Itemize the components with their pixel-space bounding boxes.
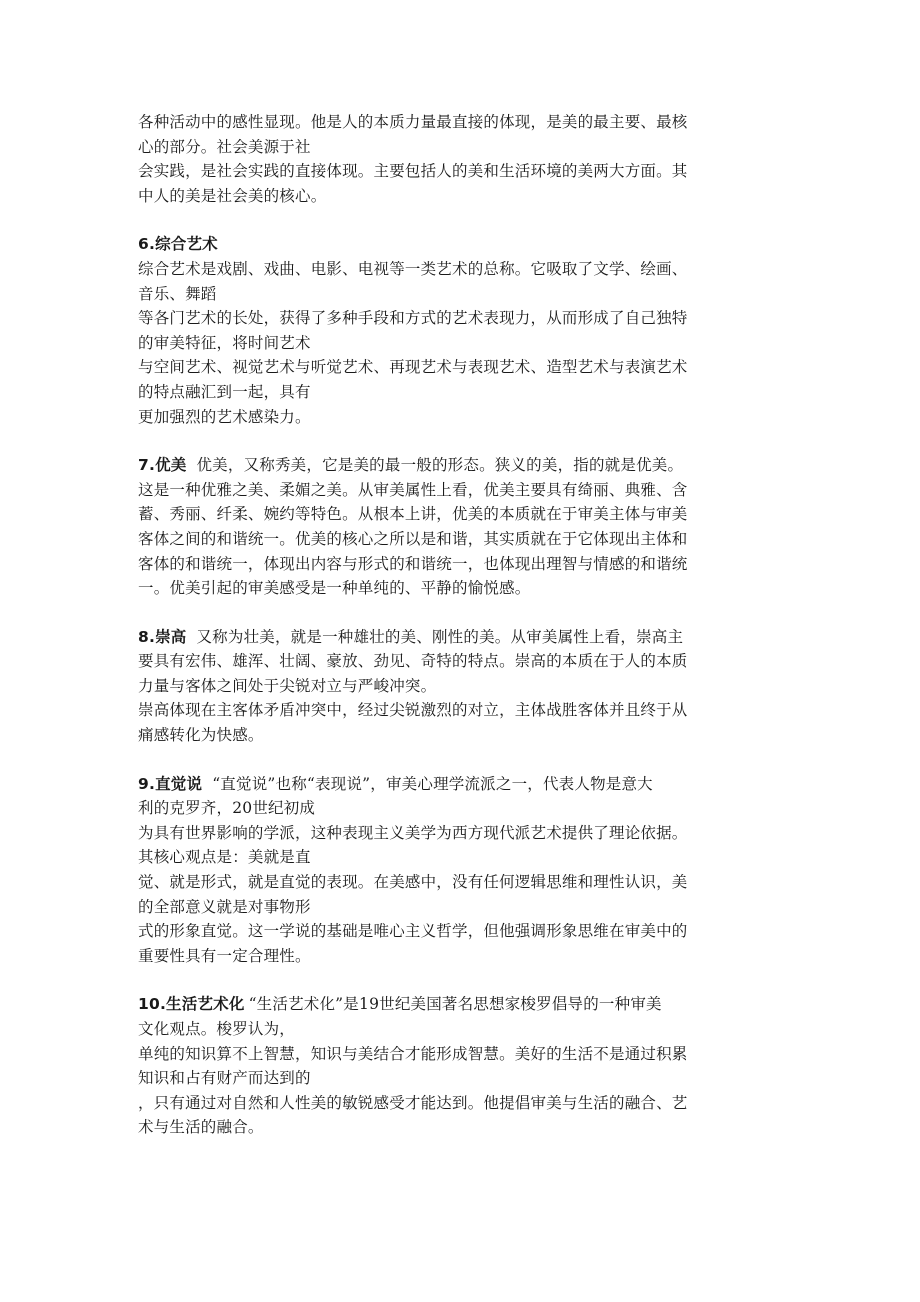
- section-heading: 10.生活艺术化: [138, 995, 245, 1014]
- text-line: 的特点融汇到一起，具有: [138, 382, 311, 401]
- text-run: 又称为壮美，就是一种雄壮的美、刚性的美。从审美属性上看，崇高主: [196, 627, 684, 646]
- text-line: 利的克罗齐，20世纪初成: [138, 799, 316, 818]
- text-line: 文化观点。梭罗认为，: [138, 1020, 296, 1038]
- section-first-line: [138, 625, 788, 650]
- text-line: 其核心观点是：美就是直: [138, 848, 311, 867]
- text-line: ，只有通过对自然和人性美的敏锐感受才能达到。他提倡审美与生活的融合、艺: [138, 1093, 688, 1112]
- text-line: 音乐、舞蹈: [138, 284, 217, 303]
- section-heading: 9.直觉说: [138, 774, 203, 793]
- text-line: 单纯的知识算不上智慧，知识与美结合才能形成智慧。美好的生活不是通过积累: [138, 1044, 688, 1063]
- text-line: 崇高体现在主客体矛盾冲突中，经过尖锐激烈的对立，主体战胜客体并且终于从: [138, 701, 688, 720]
- text-line: 蓄、秀丽、纤柔、婉约等特色。从根本上讲，优美的本质就在于审美主体与审美: [138, 505, 688, 524]
- section-heading: 7.优美: [138, 456, 187, 475]
- text-line: 各种活动中的感性显现。他是人的本质力量最直接的体现，是美的最主要、最核: [138, 113, 688, 131]
- text-line: 客体之间的和谐统一。优美的核心之所以是和谐，其实质就在于它体现出主体和: [138, 529, 688, 548]
- text-line: 痛感转化为快感。: [138, 726, 264, 745]
- section-first-line: [138, 453, 788, 478]
- text-line: 觉、就是形式，就是直觉的表现。在美感中，没有任何逻辑思维和理性认识，美: [138, 873, 688, 892]
- text-line: 知识和占有财产而达到的: [138, 1069, 311, 1088]
- text-line: 为具有世界影响的学派，这种表现主义美学为西方现代派艺术提供了理论依据。: [138, 823, 688, 842]
- text-line: 会实践，是社会实践的直接体现。主要包括人的美和生活环境的美两大方面。其: [138, 162, 688, 181]
- text-line: 客体的和谐统一，体现出内容与形式的和谐统一，也体现出理智与情感的和谐统: [138, 554, 688, 573]
- text-line: 一。优美引起的审美感受是一种单纯的、平静的愉悦感。: [138, 579, 531, 598]
- text-line: 心的部分。社会美源于社: [138, 137, 311, 156]
- text-line: 要具有宏伟、雄浑、壮阔、豪放、劲见、奇特的特点。崇高的本质在于人的本质: [138, 652, 688, 671]
- section-first-line: [138, 992, 788, 1017]
- section-heading: 6.综合艺术: [138, 235, 218, 254]
- section-graceful-beauty: [138, 453, 788, 601]
- text-line: 与空间艺术、视觉艺术与听觉艺术、再现艺术与表现艺术、造型艺术与表演艺术: [138, 358, 688, 377]
- section-life-artification: [138, 992, 788, 1140]
- paragraph-social-beauty: [138, 110, 788, 208]
- text-run: 优美，又称秀美，它是美的最一般的形态。狭义的美，指的就是优美。: [196, 456, 684, 475]
- text-run: “直觉说”也称“表现说”，审美心理学流派之一，代表人物是意大: [212, 774, 653, 793]
- text-line: 的审美特征，将时间艺术: [138, 333, 311, 352]
- text-line: 这是一种优雅之美、柔媚之美。从审美属性上看，优美主要具有绮丽、典雅、含: [138, 480, 688, 499]
- text-run: “生活艺术化”是19世纪美国著名思想家梭罗倡导的一种审美: [248, 995, 662, 1014]
- text-line: 的全部意义就是对事物形: [138, 897, 311, 916]
- text-line: 综合艺术是戏剧、戏曲、电影、电视等一类艺术的总称。它吸取了文学、绘画、: [138, 259, 688, 278]
- section-sublime: [138, 625, 788, 748]
- document-page: [138, 110, 788, 1164]
- section-first-line: [138, 772, 788, 797]
- text-line: 力量与客体之间处于尖锐对立与严峻冲突。: [138, 676, 437, 695]
- text-line: 更加强烈的艺术感染力。: [138, 407, 311, 426]
- section-heading-line: [138, 232, 788, 257]
- section-intuition-theory: [138, 772, 788, 969]
- text-line: 术与生活的融合。: [138, 1118, 264, 1137]
- text-line: 式的形象直觉。这一学说的基础是唯心主义哲学，但他强调形象思维在审美中的: [138, 922, 688, 941]
- text-line: 中人的美是社会美的核心。: [138, 186, 327, 205]
- text-line: 等各门艺术的长处，获得了多种手段和方式的艺术表现力，从而形成了自己独特: [138, 309, 688, 328]
- section-heading: 8.崇高: [138, 627, 187, 646]
- text-line: 重要性具有一定合理性。: [138, 946, 311, 965]
- section-comprehensive-art: [138, 232, 788, 429]
